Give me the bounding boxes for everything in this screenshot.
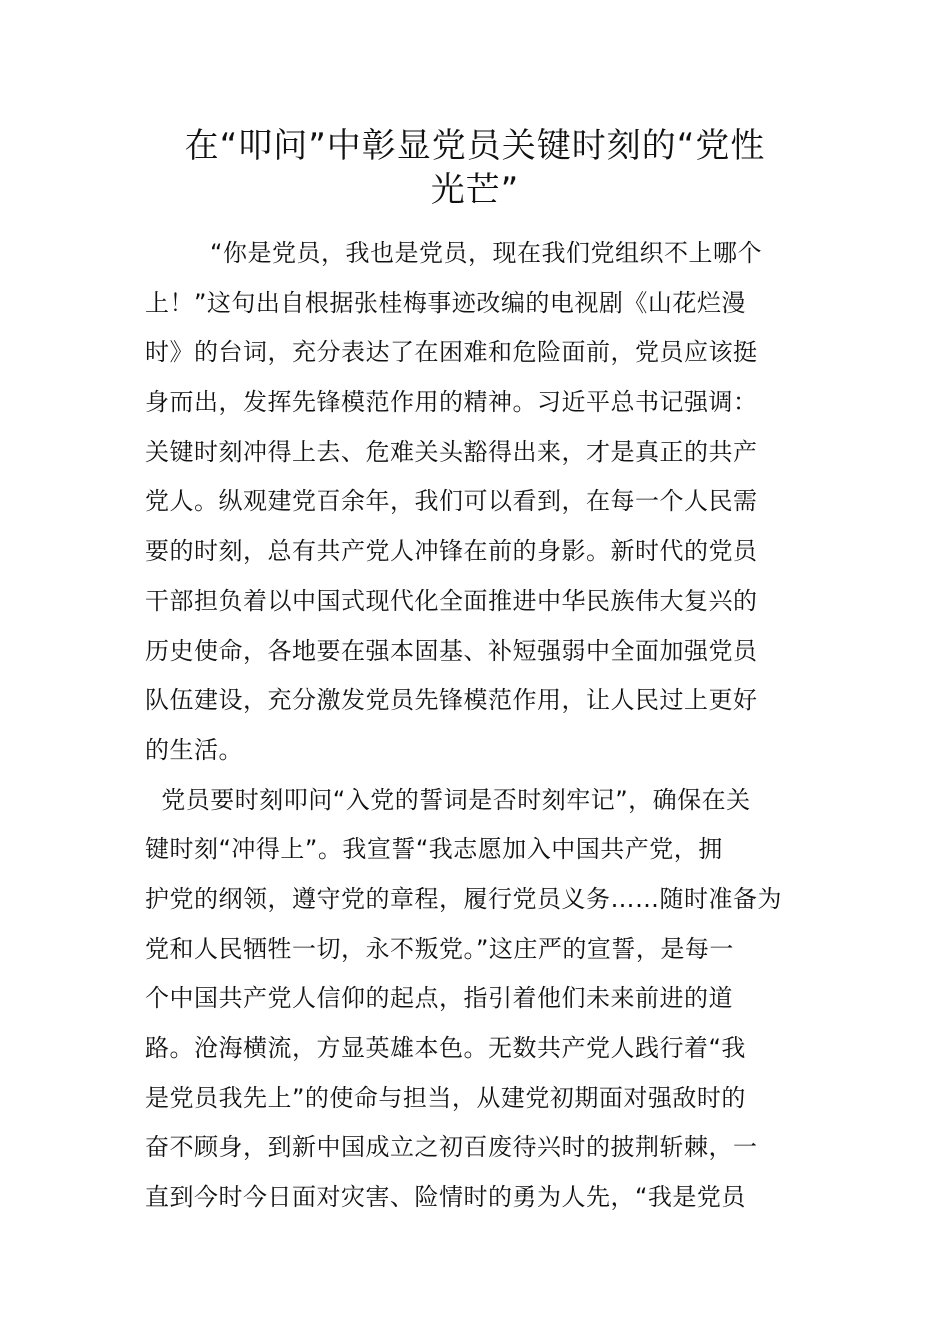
text-line: 队伍建设，充分激发党员先锋模范作用，让人民过上更好 <box>145 686 758 715</box>
text-line: 要的时刻，总有共产党人冲锋在前的身影。新时代的党员 <box>145 537 758 566</box>
text-line: 关键时刻冲得上去、危难关头豁得出来，才是真正的共产 <box>145 437 758 466</box>
text-line: 党人。纵观建党百余年，我们可以看到，在每一个人民需 <box>145 487 758 516</box>
text-line: 党和人民牺牲一切，永不叛党。”这庄严的宣誓，是每一 <box>145 934 734 963</box>
title-line: 在“叩问”中彰显党员关键时刻的“党性 <box>184 126 766 166</box>
text-line: 路。沧海横流，方显英雄本色。无数共产党人践行着“我 <box>145 1034 746 1062</box>
document-title <box>145 124 805 212</box>
document-body <box>145 229 807 1223</box>
paragraph-2 <box>145 776 807 1223</box>
text-line: 党员要时刻叩问“入党的誓词是否时刻牢记”，确保在关 <box>145 785 751 814</box>
text-line: “你是党员，我也是党员，现在我们党组织不上哪个 <box>145 239 762 267</box>
text-line: 身而出，发挥先锋模范作用的精神。习近平总书记强调： <box>145 388 758 417</box>
text-line: 的生活。 <box>145 735 243 764</box>
text-line: 是党员我先上”的使命与担当，从建党初期面对强敌时的 <box>145 1083 746 1112</box>
text-line: 奋不顾身，到新中国成立之初百废待兴时的披荆斩棘，一 <box>145 1133 758 1162</box>
paragraph-1 <box>145 229 807 776</box>
text-line: 干部担负着以中国式现代化全面推进中华民族伟大复兴的 <box>145 586 758 615</box>
text-line: 个中国共产党人信仰的起点，指引着他们未来前进的道 <box>145 984 733 1013</box>
text-line: 键时刻“冲得上”。我宣誓“我志愿加入中国共产党，拥 <box>145 835 723 864</box>
text-line: 上！”这句出自根据张桂梅事迹改编的电视剧《山花烂漫 <box>145 288 746 317</box>
text-line: 直到今时今日面对灾害、险情时的勇为人先，“我是党员 <box>145 1183 746 1212</box>
title-line: 光芒” <box>430 170 520 210</box>
text-line: 历史使命，各地要在强本固基、补短强弱中全面加强党员 <box>145 636 758 665</box>
text-line: 时》的台词，充分表达了在困难和危险面前，党员应该挺 <box>145 338 758 367</box>
text-line: 护党的纲领，遵守党的章程，履行党员义务……随时准备为 <box>145 884 782 913</box>
